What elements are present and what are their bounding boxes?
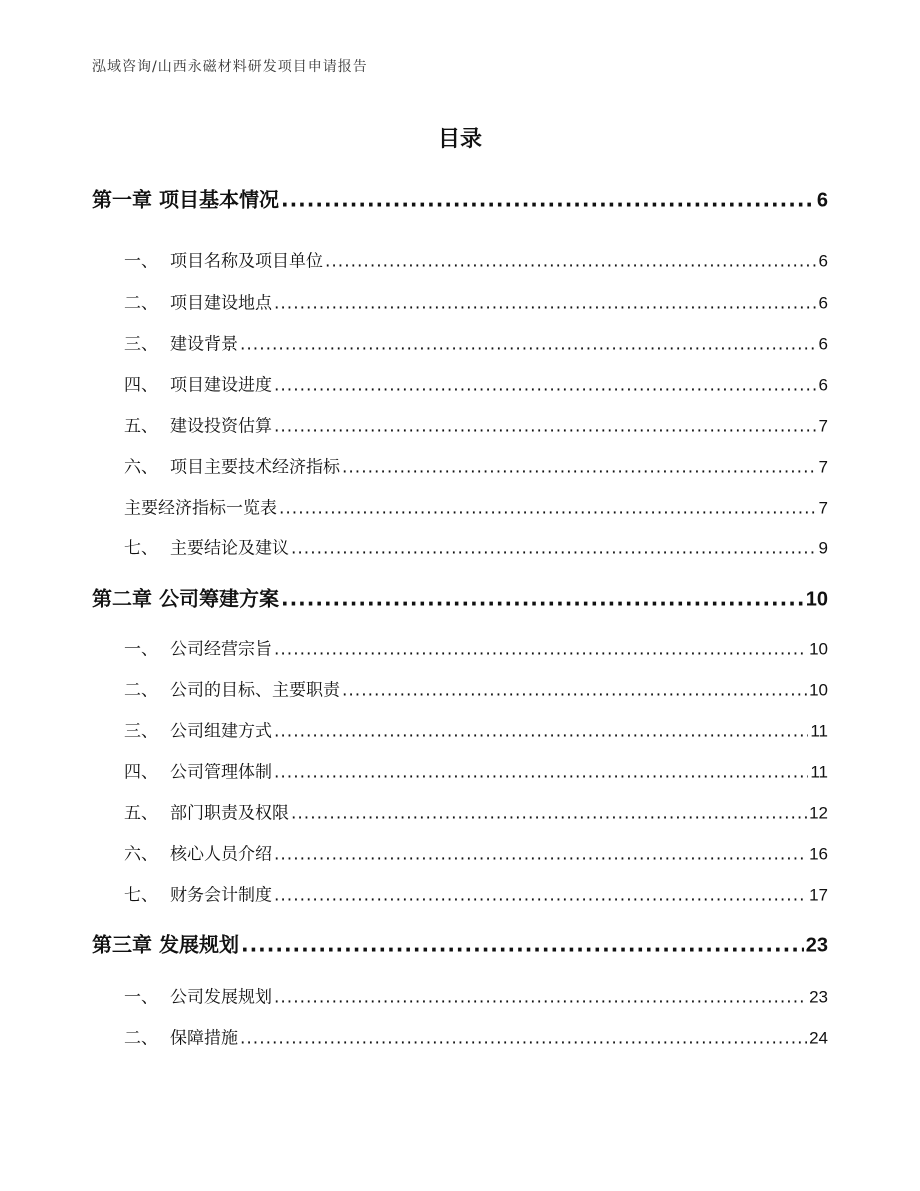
dot-leader	[291, 539, 817, 559]
entry-page-number: 6	[818, 251, 828, 271]
dot-leader	[274, 640, 807, 660]
toc-section-entry[interactable]	[124, 330, 828, 355]
entry-page-number: 6	[818, 334, 828, 354]
entry-number: 四、	[124, 762, 158, 783]
entry-number: 三、	[124, 334, 158, 355]
toc-section-entry[interactable]	[124, 289, 828, 314]
dot-leader	[274, 294, 817, 314]
entry-number: 七、	[124, 885, 158, 906]
toc-section-entry[interactable]	[124, 534, 828, 559]
entry-label: 第二章 公司筹建方案	[92, 586, 279, 611]
toc-section-entry[interactable]	[124, 412, 828, 437]
entry-number: 一、	[124, 987, 158, 1008]
entry-label: 项目名称及项目单位	[170, 251, 323, 272]
entry-label: 主要结论及建议	[170, 538, 289, 559]
entry-number: 五、	[124, 416, 158, 437]
entry-label: 公司的目标、主要职责	[170, 680, 340, 701]
entry-number: 六、	[124, 457, 158, 478]
entry-page-number: 17	[809, 885, 828, 905]
toc-section-entry[interactable]	[124, 247, 828, 272]
toc-title: 目录	[437, 127, 482, 152]
dot-leader	[291, 804, 807, 824]
toc-chapter-entry[interactable]	[92, 583, 828, 612]
toc-chapter-entry[interactable]	[92, 184, 828, 213]
toc-chapter-entry[interactable]	[92, 929, 828, 958]
dot-leader	[342, 458, 817, 478]
dot-leader	[274, 763, 808, 783]
entry-number: 一、	[124, 639, 158, 660]
entry-label: 核心人员介绍	[170, 844, 272, 865]
entry-label: 公司管理体制	[170, 762, 272, 783]
dot-leader	[281, 188, 815, 212]
toc-section-entry[interactable]	[124, 717, 828, 742]
dot-leader	[274, 376, 817, 396]
dot-leader	[274, 845, 807, 865]
toc-section-entry[interactable]	[124, 881, 828, 906]
dot-leader	[240, 335, 817, 355]
toc-section-entry[interactable]	[124, 799, 828, 824]
entry-number: 七、	[124, 538, 158, 559]
entry-label: 财务会计制度	[170, 885, 272, 906]
entry-number: 二、	[124, 293, 158, 314]
entry-page-number: 23	[805, 934, 828, 957]
entry-label: 公司发展规划	[170, 987, 272, 1008]
entry-label: 公司组建方式	[170, 721, 272, 742]
entry-label: 项目建设地点	[170, 293, 272, 314]
entry-page-number: 7	[818, 498, 828, 518]
entry-page-number: 9	[818, 538, 828, 558]
entry-label: 主要经济指标一览表	[124, 498, 277, 519]
entry-page-number: 16	[809, 844, 828, 864]
entry-label: 公司经营宗旨	[170, 639, 272, 660]
entry-page-number: 10	[805, 588, 828, 611]
dot-leader	[274, 988, 807, 1008]
entry-number: 五、	[124, 803, 158, 824]
dot-leader	[274, 417, 817, 437]
dot-leader	[274, 722, 808, 742]
entry-page-number: 10	[809, 680, 828, 700]
entry-page-number: 12	[809, 803, 828, 823]
toc-section-entry[interactable]	[124, 371, 828, 396]
dot-leader	[241, 933, 804, 957]
entry-label: 第一章 项目基本情况	[92, 187, 279, 212]
toc-section-entry[interactable]	[124, 758, 828, 783]
entry-number: 二、	[124, 1028, 158, 1049]
dot-leader	[325, 252, 817, 272]
entry-number: 六、	[124, 844, 158, 865]
entry-page-number: 10	[809, 639, 828, 659]
entry-label: 保障措施	[170, 1028, 238, 1049]
toc-section-entry[interactable]	[124, 983, 828, 1008]
entry-label: 部门职责及权限	[170, 803, 289, 824]
entry-label: 建设投资估算	[170, 416, 272, 437]
entry-page-number: 11	[810, 762, 828, 782]
running-header: 泓域咨询/山西永磁材料研发项目申请报告	[92, 59, 368, 75]
entry-page-number: 11	[810, 721, 828, 741]
dot-leader	[342, 681, 807, 701]
entry-label: 项目建设进度	[170, 375, 272, 396]
entry-page-number: 6	[816, 189, 828, 212]
toc-section-entry[interactable]	[124, 494, 828, 519]
entry-page-number: 6	[818, 293, 828, 313]
dot-leader	[279, 499, 817, 519]
entry-number: 四、	[124, 375, 158, 396]
dot-leader	[240, 1029, 807, 1049]
entry-number: 二、	[124, 680, 158, 701]
entry-number: 三、	[124, 721, 158, 742]
entry-number: 一、	[124, 251, 158, 272]
entry-page-number: 23	[809, 987, 828, 1007]
toc-section-entry[interactable]	[124, 840, 828, 865]
entry-label: 项目主要技术经济指标	[170, 457, 340, 478]
toc-section-entry[interactable]	[124, 453, 828, 478]
entry-page-number: 7	[818, 416, 828, 436]
entry-label: 第三章 发展规划	[92, 932, 239, 957]
entry-page-number: 6	[818, 375, 828, 395]
toc-section-entry[interactable]	[124, 1024, 828, 1049]
entry-page-number: 24	[809, 1028, 828, 1048]
toc-section-entry[interactable]	[124, 676, 828, 701]
toc-section-entry[interactable]	[124, 635, 828, 660]
entry-label: 建设背景	[170, 334, 238, 355]
dot-leader	[274, 886, 807, 906]
dot-leader	[281, 587, 804, 611]
entry-page-number: 7	[818, 457, 828, 477]
